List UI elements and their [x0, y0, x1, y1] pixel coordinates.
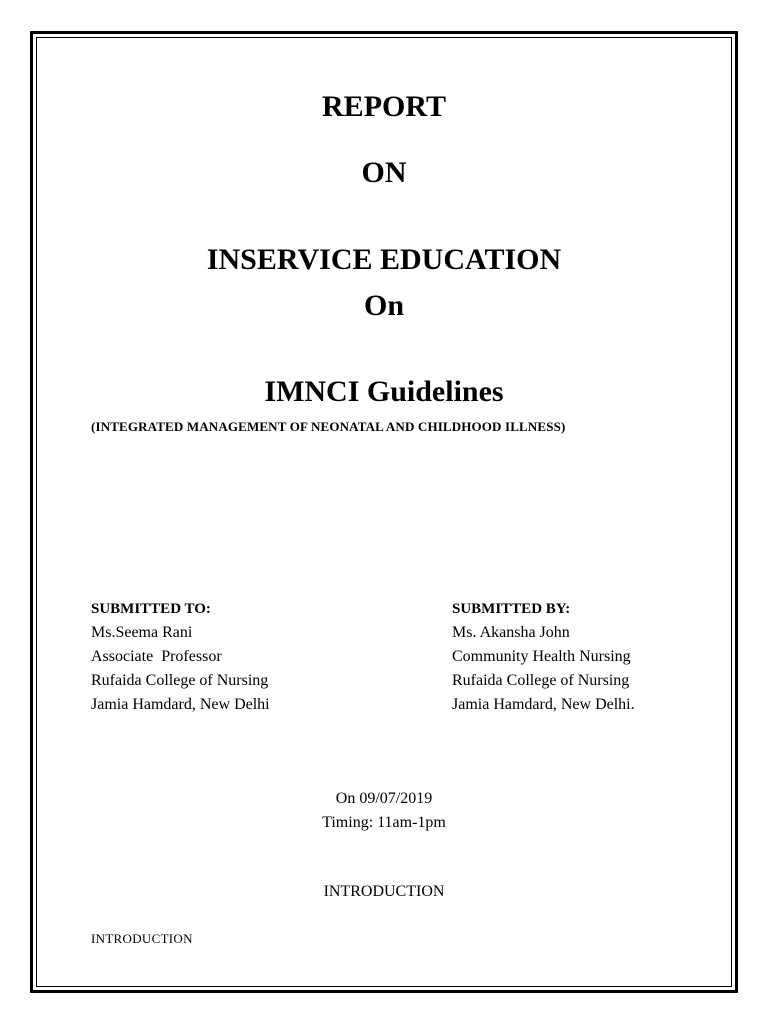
submitted-to-name: Ms.Seema Rani [91, 624, 193, 641]
submitted-by-heading: SUBMITTED BY: [452, 601, 571, 617]
inservice-education-title: INSERVICE EDUCATION [206, 243, 562, 276]
submitted-by-location: Jamia Hamdard, New Delhi. [452, 696, 635, 713]
submitted-by-role: Community Health Nursing [452, 648, 631, 665]
introduction-heading-center: INTRODUCTION [323, 883, 445, 900]
topic-title: IMNCI Guidelines [264, 375, 504, 408]
topic-subtitle: (INTEGRATED MANAGEMENT OF NEONATAL AND CHILDHOOD ILLNESS) [91, 419, 566, 434]
introduction-heading: INTRODUCTION [91, 931, 193, 946]
submitted-to-location: Jamia Hamdard, New Delhi [91, 696, 270, 713]
submitted-by-block [452, 597, 635, 717]
session-info [0, 787, 768, 835]
report-title: REPORT [322, 90, 446, 123]
session-date: On 09/07/2019 [335, 790, 433, 807]
submitted-to-institution: Rufaida College of Nursing [91, 672, 269, 689]
report-title-on: ON [361, 156, 407, 189]
inservice-title-on: On [363, 289, 405, 322]
submitted-to-role: Associate Professor [91, 648, 222, 665]
submitted-to-block [91, 597, 270, 717]
session-timing: Timing: 11am-1pm [322, 814, 446, 831]
submitted-by-name: Ms. Akansha John [452, 624, 570, 641]
submitted-by-institution: Rufaida College of Nursing [452, 672, 630, 689]
submitted-to-heading: SUBMITTED TO: [91, 601, 211, 617]
